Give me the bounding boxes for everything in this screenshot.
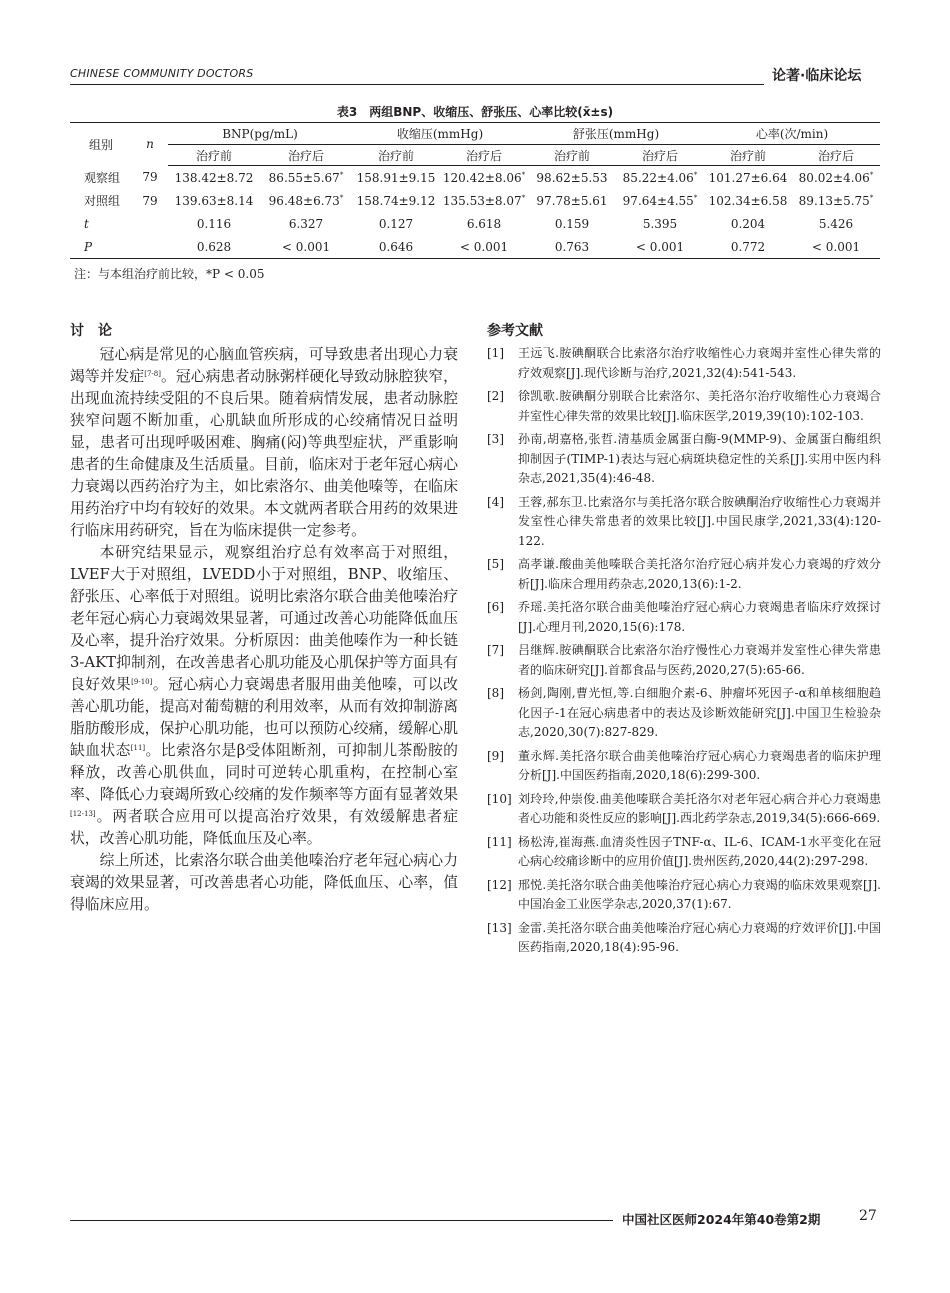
table-cell: 135.53±8.07* bbox=[442, 193, 526, 208]
table-cell: 102.34±6.58 bbox=[708, 193, 788, 208]
table-cell: < 0.001 bbox=[440, 235, 528, 259]
reference-item bbox=[487, 387, 881, 426]
reference-text: 金雷.美托洛尔联合曲美他嗪治疗冠心病心力衰竭的疗效评价[J].中国医药指南,2020,18(4):95-96. bbox=[518, 920, 881, 954]
col-header-sbp: 收缩压(mmHg) bbox=[352, 123, 528, 145]
table-cell: 97.78±5.61 bbox=[536, 193, 608, 208]
reference-item bbox=[487, 684, 881, 743]
subheader-before: 治疗前 bbox=[168, 145, 260, 166]
discussion-paragraph-2: 本研究结果显示，观察组治疗总有效率高于对照组，LVEF大于对照组，LVEDD小于对照组，BNP、收缩压、舒张压、心率低于对照组。说明比索洛尔联合曲美他嗪治疗老年冠心病心力衰竭效果显著，可通过改善心功能降低血压及心率，提升治疗效果。分析原因：曲美他嗪作为一种长链3-AKT抑制剂，在改善患者心肌功能及心肌保护等方面具有良好效果[9-10]。冠心病心力衰竭患者服用曲美他嗪，可以改善心肌功能，提高对葡萄糖的利用效率，从而有效抑制游离脂肪酸形成，保护心肌功能，也可以预防心绞痛，缓解心肌缺血状态[11]。比索洛尔是β受体阻断剂，可抑制儿茶酚胺的释放，改善心肌供血，同时可逆转心肌重构，在控制心室率、降低心力衰竭所致心绞痛的发作频率等方面有显著效果[12-13]。两者联合应用可以提高治疗效果，有效缓解患者症状，改善心肌功能，降低血压及心率。 bbox=[70, 544, 458, 847]
table-caption: 表3 两组BNP、收缩压、舒张压、心率比较(x̄±s) bbox=[336, 105, 614, 119]
reference-number: [1] bbox=[487, 346, 504, 360]
citation: [11] bbox=[130, 744, 146, 752]
reference-number: [12] bbox=[487, 877, 512, 892]
reference-number: [11] bbox=[487, 834, 512, 849]
row-n: 79 bbox=[142, 193, 158, 208]
table-cell: 6.618 bbox=[466, 216, 502, 231]
reference-item bbox=[487, 344, 881, 383]
reference-number: [10] bbox=[487, 791, 512, 806]
reference-number: [4] bbox=[487, 494, 504, 509]
reference-item bbox=[487, 555, 881, 594]
significance-mark: * bbox=[693, 193, 698, 202]
subheader-after: 治疗后 bbox=[440, 145, 528, 166]
reference-number: [7] bbox=[487, 643, 504, 657]
table-cell: 85.22±4.06* bbox=[622, 170, 698, 185]
table-cell: 86.55±5.67* bbox=[268, 170, 344, 185]
col-header-hr: 心率(次/min) bbox=[704, 123, 880, 145]
reference-number: [3] bbox=[487, 432, 504, 446]
row-n: 79 bbox=[142, 170, 158, 185]
reference-item bbox=[487, 876, 881, 915]
page-number: 27 bbox=[859, 1208, 877, 1224]
reference-item bbox=[487, 598, 881, 637]
reference-text: 乔瑶.美托洛尔联合曲美他嗪治疗冠心病心力衰竭患者临床疗效探讨[J].心理月刊,2020,15(6):178. bbox=[518, 600, 881, 634]
subheader-before: 治疗前 bbox=[528, 145, 616, 166]
table-body bbox=[70, 166, 880, 259]
table-cell: 158.74±9.12 bbox=[356, 193, 436, 208]
references-title: 参考文献 bbox=[487, 323, 543, 339]
col-header-n: n bbox=[132, 123, 168, 166]
col-header-dbp: 舒张压(mmHg) bbox=[528, 123, 704, 145]
significance-mark: * bbox=[521, 193, 526, 202]
reference-number: [5] bbox=[487, 557, 504, 571]
reference-text: 董永辉.美托洛尔联合曲美他嗪治疗冠心病心力衰竭患者的临床护理分析[J].中国医药指南,2020,18(6):299-300. bbox=[518, 748, 881, 782]
citation: [9-10] bbox=[131, 678, 153, 686]
table-cell: 0.159 bbox=[554, 216, 590, 231]
discussion-title: 讨 论 bbox=[70, 323, 112, 339]
running-head-journal: CHINESE COMMUNITY DOCTORS bbox=[70, 67, 254, 80]
table-cell: < 0.001 bbox=[792, 235, 880, 259]
table-cell: 96.48±6.73* bbox=[268, 193, 344, 208]
reference-number: [8] bbox=[487, 686, 504, 700]
significance-mark: * bbox=[339, 170, 344, 179]
reference-text: 高孝谦.酸曲美他嗪联合美托洛尔治疗冠心病并发心力衰竭的疗效分析[J].临床合理用药杂志,2020,13(6):1-2. bbox=[518, 557, 881, 591]
table-cell: 5.395 bbox=[642, 216, 678, 231]
reference-list bbox=[487, 344, 881, 958]
reference-item bbox=[487, 493, 881, 552]
significance-mark: * bbox=[339, 193, 344, 202]
row-n bbox=[132, 212, 168, 235]
table-row bbox=[70, 212, 880, 235]
significance-mark: * bbox=[869, 170, 874, 179]
table-cell: 0.763 bbox=[528, 235, 616, 259]
significance-mark: * bbox=[869, 193, 874, 202]
reference-item bbox=[487, 833, 881, 872]
reference-text: 孙南,胡嘉格,张哲.清基质金属蛋白酶-9(MMP-9)、金属蛋白酶组织抑制因子(TIMP-1)表达与冠心病斑块稳定性的关系[J].实用中医内科杂志,2021,35(4):46-48. bbox=[518, 432, 881, 485]
table-cell: < 0.001 bbox=[616, 235, 704, 259]
table-cell: 6.327 bbox=[288, 216, 324, 231]
significance-mark: * bbox=[521, 170, 526, 179]
citation: [12-13] bbox=[70, 810, 96, 818]
row-label: 观察组 bbox=[84, 170, 121, 185]
reference-text: 吕继辉.胺碘酮联合比索洛尔治疗慢性心力衰竭并发室性心律失常患者的临床研究[J].首都食品与医药,2020,27(5):65-66. bbox=[518, 643, 881, 677]
reference-number: [13] bbox=[487, 920, 512, 935]
row-label: P bbox=[70, 235, 132, 259]
table-note: 注：与本组治疗前比较，*P < 0.05 bbox=[74, 267, 265, 281]
reference-item bbox=[487, 919, 881, 958]
table-cell: 0.204 bbox=[730, 216, 766, 231]
reference-item bbox=[487, 641, 881, 680]
table-row bbox=[70, 235, 880, 259]
subheader-before: 治疗前 bbox=[704, 145, 792, 166]
table-cell: 101.27±6.64 bbox=[708, 170, 788, 185]
reference-item bbox=[487, 747, 881, 786]
reference-text: 邢悦.美托洛尔联合曲美他嗪治疗冠心病心力衰竭的临床效果观察[J].中国冶金工业医学杂志,2020,37(1):67. bbox=[518, 877, 881, 911]
reference-text: 杨松涛,崔海燕.血清炎性因子TNF-α、IL-6、ICAM-1水平变化在冠心病心绞痛诊断中的应用价值[J].贵州医药,2020,44(2):297-298. bbox=[518, 834, 881, 868]
subheader-after: 治疗后 bbox=[616, 145, 704, 166]
comparison-table bbox=[70, 122, 880, 259]
discussion-section bbox=[70, 320, 458, 916]
header-rule bbox=[70, 84, 764, 85]
reference-text: 徐凯歌.胺碘酮分别联合比索洛尔、美托洛尔治疗收缩性心力衰竭合并室性心律失常的效果比较[J].临床医学,2019,39(10):102-103. bbox=[518, 389, 881, 423]
table-cell: < 0.001 bbox=[260, 235, 352, 259]
row-label: t bbox=[84, 216, 89, 231]
table-cell: 120.42±8.06* bbox=[442, 170, 526, 185]
footer-rule bbox=[70, 1220, 613, 1221]
row-label: 对照组 bbox=[84, 194, 121, 208]
table-cell: 138.42±8.72 bbox=[174, 170, 254, 185]
table-cell: 0.646 bbox=[352, 235, 440, 259]
reference-number: [9] bbox=[487, 748, 504, 763]
reference-text: 王远飞.胺碘酮联合比索洛尔治疗收缩性心力衰竭并室性心律失常的疗效观察[J].现代诊断与治疗,2021,32(4):541-543. bbox=[518, 346, 881, 380]
reference-number: [2] bbox=[487, 389, 504, 403]
reference-text: 王蓉,郝东卫.比索洛尔与美托洛尔联合胺碘酮治疗收缩性心力衰竭并发室性心律失常患者的效果比较[J].中国民康学,2021,33(4):120-122. bbox=[518, 494, 881, 548]
subheader-before: 治疗前 bbox=[352, 145, 440, 166]
subheader-after: 治疗后 bbox=[792, 145, 880, 166]
col-header-bnp: BNP(pg/mL) bbox=[168, 123, 352, 145]
reference-text: 杨剑,陶刚,曹光恒,等.白细胞介素-6、肿瘤坏死因子-α和单核细胞趋化因子-1在冠心病患者中的表达及诊断效能研究[J].中国卫生检验杂志,2020,30(7):827-829. bbox=[518, 686, 881, 739]
reference-item bbox=[487, 790, 881, 829]
reference-number: [6] bbox=[487, 600, 504, 614]
discussion-paragraph-3: 综上所述，比索洛尔联合曲美他嗪治疗老年冠心病心力衰竭的效果显著，可改善患者心功能，降低血压、心率，值得临床应用。 bbox=[70, 852, 458, 913]
table-cell: 97.64±4.55* bbox=[622, 193, 698, 208]
table-cell: 89.13±5.75* bbox=[798, 193, 874, 208]
table-row bbox=[70, 166, 880, 190]
table-cell: 0.628 bbox=[168, 235, 260, 259]
running-head-section: 论著·临床论坛 bbox=[772, 68, 862, 84]
table-cell: 5.426 bbox=[818, 216, 854, 231]
reference-text: 刘玲玲,仲崇俊.曲美他嗪联合美托洛尔对老年冠心病合并心力衰竭患者心功能和炎性反应的影响[J].西北药学杂志,2019,34(5):666-669. bbox=[518, 791, 881, 825]
table-cell: 139.63±8.14 bbox=[174, 193, 254, 208]
table-cell: 80.02±4.06* bbox=[798, 170, 874, 185]
row-n bbox=[132, 235, 168, 259]
reference-item bbox=[487, 430, 881, 489]
table-row bbox=[70, 189, 880, 212]
significance-mark: * bbox=[693, 170, 698, 179]
col-header-group: 组别 bbox=[70, 123, 132, 166]
table-cell: 0.116 bbox=[196, 216, 232, 231]
table-cell: 158.91±9.15 bbox=[356, 170, 436, 185]
references-section bbox=[487, 320, 881, 962]
citation: [7-8] bbox=[144, 370, 161, 378]
footer-journal: 中国社区医师2024年第40卷第2期 bbox=[622, 1212, 821, 1227]
table-cell: 0.127 bbox=[378, 216, 414, 231]
table-cell: 0.772 bbox=[704, 235, 792, 259]
subheader-after: 治疗后 bbox=[260, 145, 352, 166]
discussion-paragraph-1: 冠心病是常见的心脑血管疾病，可导致患者出现心力衰竭等并发症[7-8]。冠心病患者动脉粥样硬化导致动脉腔狭窄，出现血流持续受阻的不良后果。随着病情发展，患者动脉腔狭窄问题不断加重，心肌缺血所形成的心绞痛情况日益明显，患者可出现呼吸困难、胸痛(闷)等典型症状，严重影响患者的生命健康及生活质量。目前，临床对于老年冠心病心力衰竭以西药治疗为主，如比索洛尔、曲美他嗪等，在临床用药治疗中均有较好的效果。本文就两者联合用药的效果进行临床用药研究，旨在为临床提供一定参考。 bbox=[70, 346, 458, 539]
table-cell: 98.62±5.53 bbox=[536, 170, 608, 185]
